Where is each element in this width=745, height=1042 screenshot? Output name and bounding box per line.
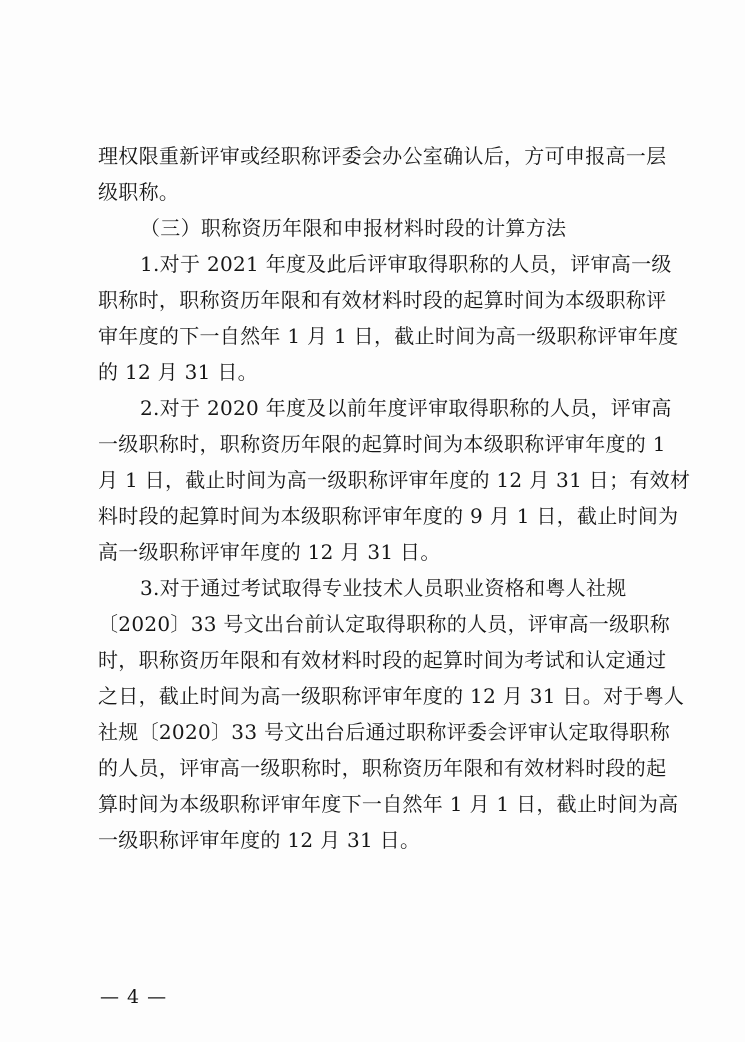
text-line: 理权限重新评审或经职称评委会办公室确认后，方可申报高一层 [98, 144, 667, 168]
text-line: 级职称。 [98, 180, 180, 204]
text-line: 审年度的下一自然年 1 月 1 日，截止时间为高一级职称评审年度 [98, 324, 679, 348]
text-line: 一级职称时，职称资历年限的起算时间为本级职称评审年度的 1 [98, 432, 666, 456]
text-line: 料时段的起算时间为本级职称评审年度的 9 月 1 日，截止时间为 [98, 504, 679, 528]
text-line: 高一级职称评审年度的 12 月 31 日。 [98, 540, 441, 564]
text-line: 职称时，职称资历年限和有效材料时段的起算时间为本级职称评 [98, 288, 667, 312]
section-heading: （三）职称资历年限和申报材料时段的计算方法 [140, 216, 567, 240]
paragraph-3-start: 3.对于通过考试取得专业技术人员职业资格和粤人社规 [140, 576, 627, 600]
text-line: 一级职称评审年度的 12 月 31 日。 [98, 828, 421, 852]
text-line: 社规〔2020〕33 号文出台后通过职称评委会评审认定取得职称 [98, 720, 671, 744]
text-line: 之日，截止时间为高一级职称评审年度的 12 月 31 日。对于粤人 [98, 684, 685, 708]
text-line: 时，职称资历年限和有效材料时段的起算时间为考试和认定通过 [98, 648, 667, 672]
page-number: — 4 — [100, 986, 168, 1008]
text-line: 算时间为本级职称评审年度下一自然年 1 月 1 日，截止时间为高 [98, 792, 679, 816]
paragraph-1-start: 1.对于 2021 年度及此后评审取得职称的人员，评审高一级 [140, 252, 672, 276]
text-line: 的 12 月 31 日。 [98, 360, 258, 384]
text-line: 〔2020〕33 号文出台前认定取得职称的人员，评审高一级职称 [98, 612, 671, 636]
body-text [98, 138, 691, 858]
text-line: 月 1 日，截止时间为高一级职称评审年度的 12 月 31 日；有效材 [98, 468, 691, 492]
text-line: 的人员，评审高一级职称时，职称资历年限和有效材料时段的起 [98, 756, 667, 780]
paragraph-2-start: 2.对于 2020 年度及以前年度评审取得职称的人员，评审高 [140, 396, 672, 420]
